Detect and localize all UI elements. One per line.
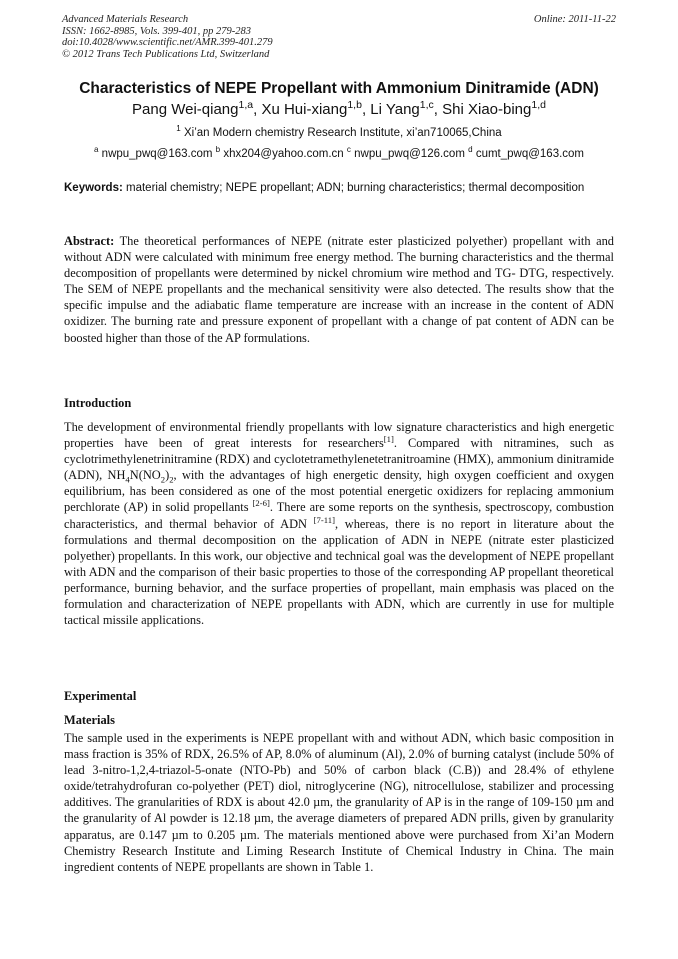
intro-text: , whereas, there is no report in literature about the formulations and thermal decomposition on the application of ADN in NEPE (nitrate ester plasticized polyether) propellants. In this work, our objective and technical goal was the development of NEPE propellant with ADN and the comparison of their basic properties to those of the corresponding AP propellant theoretical performance, burning behavior, and the surface properties of propellant, main emphasis was placed on the formulation and characterization of NEPE propellants with ADN, which are currently in use for multiple tactical missile applications. — [64, 516, 615, 628]
email-address: xhx204@yahoo.com.cn — [223, 148, 344, 160]
email-sup: d — [468, 145, 473, 155]
materials-body: The sample used in the experiments is NEPE propellant with and without ADN, which basic composition in mass fraction is 35% of RDX, 26.5% of AP, 8.0% of aluminum (Al), 2.0% of burning catalyst (include 50% of lead 3-nitro-1,2,4-triazol-5-onate (NTO-Pb) and 50% of carbon black (C.B)) and 28.4% of ethylene oxide/tetrahydrofuran co-polyether (PET) diol, nitroglycerine (NG), nitrocellulose, stabilizer and processing additives. The granularities of RDX is about 42.0 µm, the granularity of AP is in the range of 109-150 µm and the granularity of Al powder is 12.18 µm, the average diameters of prepared ADN prills, given by granularity apparatus, are 0.147 µm to 0.205 µm. The materials mentioned above were purchased from Xi’an Modern Chemistry Research Institute and Liming Research Institute of Chemical Industry in China. The main ingredient contents of NEPE propellants are shown in Table 1. — [64, 731, 614, 874]
intro-text: . There are some reports on the synthesis, spectroscopy, combustion characteristics, and thermal behavior of ADN — [64, 500, 615, 531]
affiliation-sup: 1 — [176, 124, 181, 134]
intro-text: ) — [165, 468, 170, 483]
email-address: nwpu_pwq@163.com — [101, 148, 213, 160]
keywords-text: material chemistry; NEPE propellant; ADN; burning characteristics; thermal decomposition — [126, 182, 585, 194]
materials-subheading: Materials — [64, 713, 115, 727]
email-sup: a — [93, 145, 99, 155]
citation: [7-11] — [313, 514, 335, 525]
affiliation — [40, 124, 638, 139]
page-header — [62, 14, 616, 60]
abstract-label: Abstract: — [64, 234, 115, 248]
subscript: 2 — [160, 474, 166, 485]
email-sup: c — [346, 145, 351, 155]
author-name: Xu Hui-xiang — [261, 101, 348, 118]
author-sup: 1,a — [238, 99, 254, 111]
intro-text: N(NO — [129, 468, 161, 483]
doi-line: doi:10.4028/www.scientific.net/AMR.399-401.279 — [62, 37, 273, 48]
author-name: Shi Xiao-bing — [442, 101, 532, 118]
introduction-heading: Introduction — [64, 396, 132, 410]
author-name: Li Yang — [370, 101, 420, 118]
author-sup: 1,d — [531, 99, 546, 111]
author-list: Pang Wei-qiang$^{1,a}$, Xu Hui-xiang$^{1,b}$, Li Yang$^{1,c}$, Shi Xiao-bing$^{1,d}$ — [132, 99, 546, 118]
intro-text: . Compared with nitramines, such as cyclotrimethylenetrinitramine (RDX) and cyclotetramethylenetetranitroamine (HMX), ammonium dinitramide (ADN), NH — [64, 436, 614, 483]
email-address: cumt_pwq@163.com — [475, 148, 585, 160]
copyright-line: © 2012 Trans Tech Publications Ltd, Switzerland — [62, 48, 270, 60]
author-sup: 1,c — [419, 99, 434, 111]
citation: [1] — [383, 433, 394, 444]
keywords-label: Keywords: — [64, 182, 123, 194]
email-sup: b — [215, 145, 221, 155]
issn-line: ISSN: 1662-8985, Vols. 399-401, pp 279-283 — [62, 25, 251, 37]
subscript: 4 — [125, 474, 130, 485]
abstract-text: The theoretical performances of NEPE (nitrate ester plasticized polyether) propellant with and without ADN were calculated with minimum free energy method. The burning characteristics and the thermal decomposition of propellants were determined by nickel chromium wire method and TG- DTG, respectively. The SEM of NEPE propellants and the mechanical sensitivity were also detected. The results show that the specific impulse and the adiabatic flame temperature are increase with an increase in the content of ADN oxidizer. The burning rate and pressure exponent of propellant with a change of pat content of ADN can be boosted higher than those of the AP formulations. — [64, 234, 615, 345]
affiliation-text: Xi’an Modern chemistry Research Institute, xi’an710065,China — [183, 127, 502, 139]
subscript: 2 — [169, 474, 174, 485]
experimental-heading: Experimental — [64, 689, 137, 703]
keywords — [64, 181, 614, 196]
intro-text: , with the advantages of high energetic density, high oxygen coefficient and oxygen equilibrium, has been considered as one of the most potential energetic oxidizers for replacing ammonium perchlorate (AP) in solid propellants — [64, 468, 614, 515]
email-address: nwpu_pwq@126.com — [354, 148, 465, 160]
email-list — [40, 145, 638, 160]
paper-title: Characteristics of NEPE Propellant with Ammonium Dinitramide (ADN) — [79, 80, 599, 97]
citation: [2-6] — [252, 498, 270, 509]
abstract — [64, 233, 614, 346]
journal-name: Advanced Materials Research — [62, 14, 189, 25]
introduction-body — [64, 419, 614, 628]
intro-text: The development of environmental friendly propellants with low signature characteristics and high energetic properties have been of great interests for researchers — [64, 420, 614, 451]
author-sup: 1,b — [347, 99, 362, 111]
online-date: Online: 2011-11-22 — [533, 14, 616, 25]
author-name: Pang Wei-qiang — [132, 101, 239, 118]
